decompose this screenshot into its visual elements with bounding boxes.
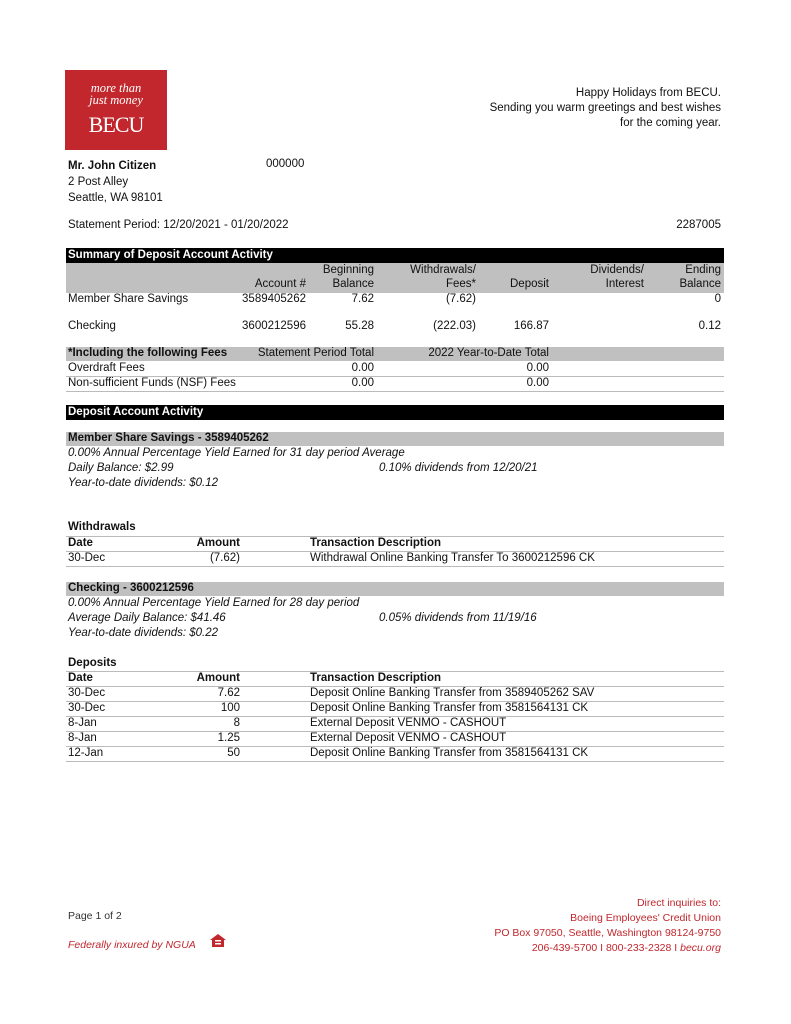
savings-ytd-dividends: Year-to-date dividends: $0.12 [68, 477, 219, 489]
withdrawal-row: 30-Dec (7.62) Withdrawal Online Banking Transfer To 3600212596 CK [68, 552, 595, 564]
statement-period: Statement Period: 12/20/2021 - 01/20/2022 [68, 219, 289, 231]
contact-info: Direct inquiries to: Boeing Employees' Credit Union PO Box 97050, Seattle, Washington 98124-9750 206-439-5700 I 800-233-2328 I becu.org [494, 897, 721, 954]
divider [66, 391, 724, 392]
col-account: Account # [254, 278, 306, 290]
becu-logo [65, 70, 167, 150]
summary-row-savings: Member Share Savings 3589405262 7.62 (7.62) 0 [68, 293, 721, 305]
fee-row-overdraft: Overdraft Fees 0.00 0.00 [68, 362, 549, 374]
deposit-row: 8-Jan 1.25 External Deposit VENMO - CASHOUT [68, 732, 507, 744]
member-name: Mr. John Citizen [68, 160, 157, 172]
summary-header-row: Account # Beginning Balance Withdrawals/ Fees* Deposit Dividends/ Interest Ending Balance [66, 263, 724, 293]
deposit-row: 8-Jan 8 External Deposit VENMO - CASHOUT [68, 717, 507, 729]
checking-apy: 0.00% Annual Percentage Yield Earned for 28 day period [68, 597, 360, 609]
deposits-header: Date Amount Transaction Description [68, 672, 442, 684]
fees-header-row: *Including the following Fees Statement Period Total 2022 Year-to-Date Total [66, 347, 724, 361]
deposit-row: 12-Jan 50 Deposit Online Banking Transfer from 3581564131 CK [68, 747, 589, 759]
checking-section-title: Checking - 3600212596 [66, 582, 724, 596]
checking-dividend-rate: 0.05% dividends from 11/19/16 [379, 612, 537, 624]
checking-daily-balance: Average Daily Balance: $41.46 [68, 612, 226, 624]
checking-ytd-dividends: Year-to-date dividends: $0.22 [68, 627, 219, 639]
page-number: Page 1 of 2 [68, 910, 122, 922]
statement-number: 2287005 [676, 219, 721, 231]
summary-title: Summary of Deposit Account Activity [66, 248, 724, 263]
equal-housing-icon [209, 933, 227, 949]
savings-apy: 0.00% Annual Percentage Yield Earned for 31 day period Average [68, 447, 405, 459]
divider [66, 566, 724, 567]
insured-notice: Federally inxured by NGUA [68, 939, 196, 951]
activity-title: Deposit Account Activity [66, 405, 724, 420]
savings-daily-balance: Daily Balance: $2.99 [68, 462, 174, 474]
logo-brand: BECU [88, 112, 144, 137]
holiday-greeting: Happy Holidays from BECU. Sending you warm greetings and best wishes for the coming year. [489, 87, 721, 129]
deposit-row: 30-Dec 100 Deposit Online Banking Transfer from 3581564131 CK [68, 702, 589, 714]
website-link[interactable]: becu.org [680, 942, 721, 954]
member-address [68, 158, 163, 206]
savings-section-title: Member Share Savings - 3589405262 [66, 432, 724, 446]
withdrawals-header: Date Amount Transaction Description [68, 537, 442, 549]
address-line-2: Seattle, WA 98101 [68, 192, 163, 204]
divider [66, 761, 724, 762]
savings-dividend-rate: 0.10% dividends from 12/20/21 [379, 462, 538, 474]
fee-row-nsf: Non-sufficient Funds (NSF) Fees 0.00 0.00 [68, 377, 549, 389]
address-line-1: 2 Post Alley [68, 176, 129, 188]
summary-row-checking: Checking 3600212596 55.28 (222.03) 166.87 0.12 [68, 320, 721, 332]
deposit-row: 30-Dec 7.62 Deposit Online Banking Transfer from 3589405262 SAV [68, 687, 595, 699]
withdrawals-title: Withdrawals [68, 521, 136, 533]
deposits-title: Deposits [68, 657, 117, 669]
logo-tagline: more than just money [89, 81, 143, 107]
member-code: 000000 [266, 158, 305, 170]
